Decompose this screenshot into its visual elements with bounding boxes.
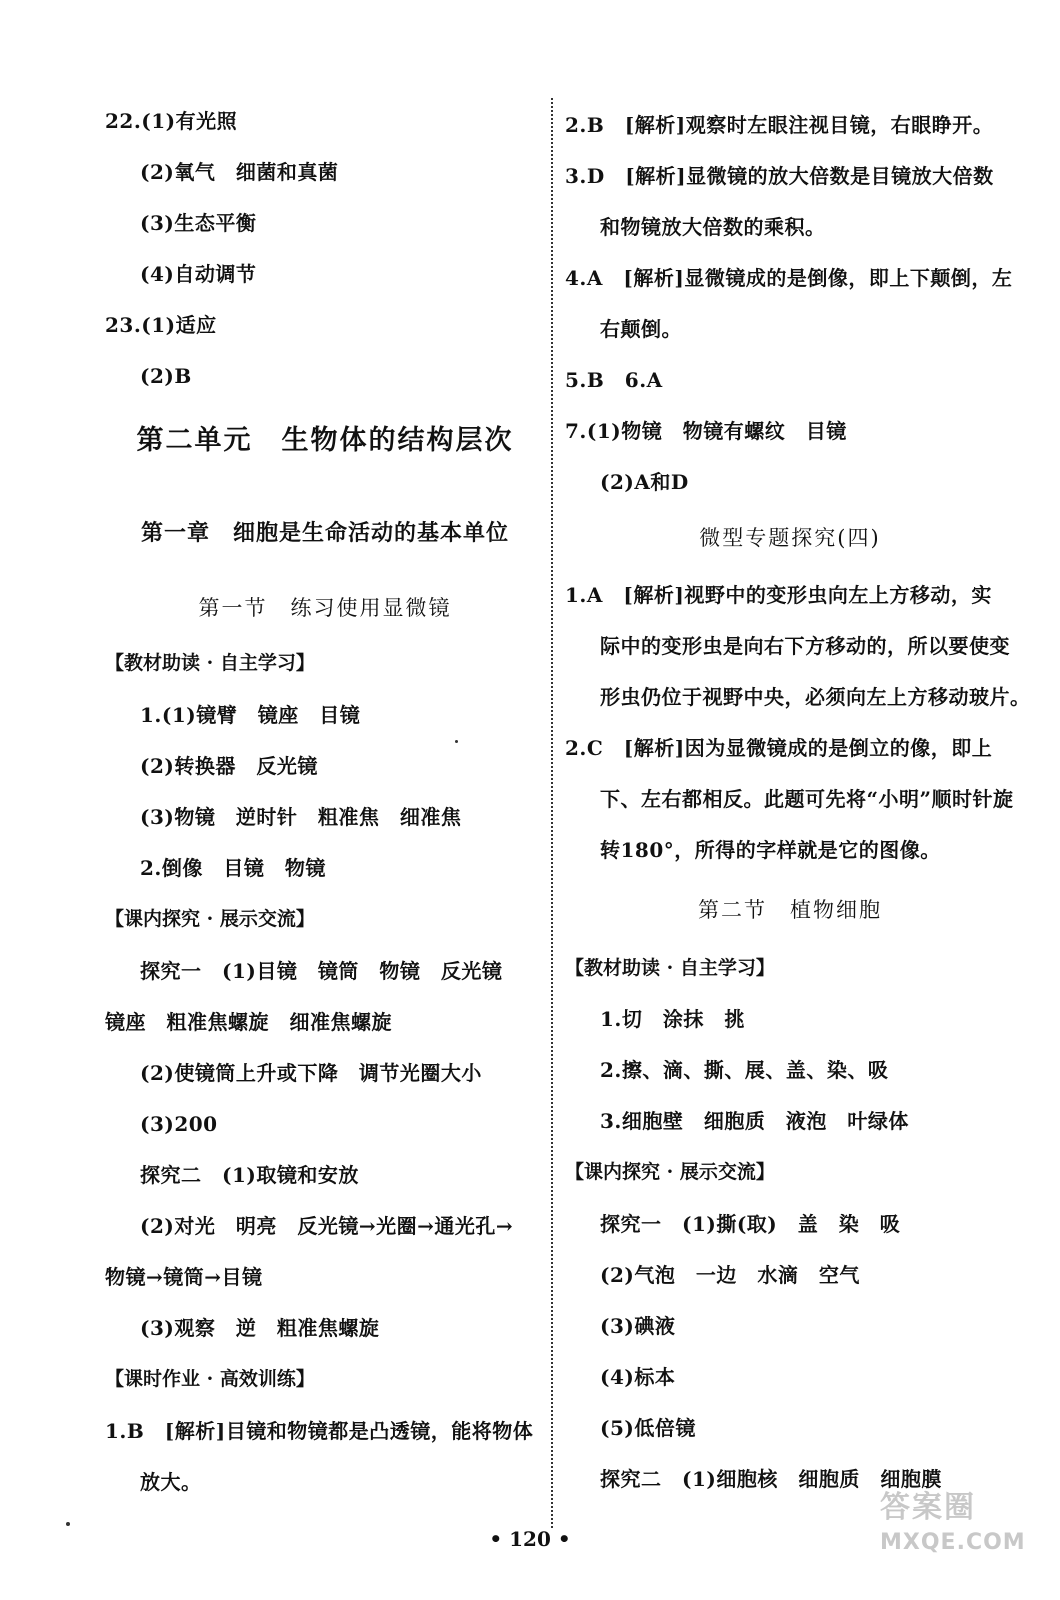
explore-b-1-3: (3)碘液 <box>600 1314 676 1338</box>
chapter-title: 第一章 细胞是生命活动的基本单位 <box>140 520 509 546</box>
watermark-bottom: MXQE.COM <box>880 1530 1026 1555</box>
explore-1-1-cont: 镜座 粗准焦螺旋 细准焦螺旋 <box>105 1010 392 1034</box>
bracket-heading-homework: 【课时作业 · 高效训练】 <box>105 1368 315 1390</box>
explore-b-1-5: (5)低倍镜 <box>600 1416 696 1440</box>
answer-2: 2.倒像 目镜 物镜 <box>140 856 326 880</box>
explore-1-2: (2)使镜筒上升或下降 调节光圈大小 <box>140 1061 482 1085</box>
homework-1: 1.B [解析]目镜和物镜都是凸透镜，能将物体 <box>105 1419 534 1443</box>
explore-2-2-cont: 物镜→镜筒→目镜 <box>105 1265 263 1289</box>
bracket-heading-study-2: 【教材助读 · 自主学习】 <box>565 957 775 979</box>
section-2-title: 第二节 植物细胞 <box>698 898 882 922</box>
micro-2-cont2: 转180°，所得的字样就是它的图像。 <box>600 838 941 862</box>
bracket-heading-explore-2: 【课内探究 · 展示交流】 <box>565 1161 775 1183</box>
section-title: 第一节 练习使用显微镜 <box>198 596 452 620</box>
homework-1-cont: 放大。 <box>140 1470 202 1494</box>
micro-1: 1.A [解析]视野中的变形虫向左上方移动，实 <box>565 583 992 607</box>
scan-speck <box>455 740 458 743</box>
answer-23-2: (2)B <box>140 364 192 388</box>
homework-7-1: 7.(1)物镜 物镜有螺纹 目镜 <box>565 419 847 443</box>
explore-2-1: 探究二 (1)取镜和安放 <box>140 1163 359 1187</box>
micro-1-cont2: 形虫仍位于视野中央，必须向左上方移动玻片。 <box>600 685 1031 709</box>
homework-2: 2.B [解析]观察时左眼注视目镜，右眼睁开。 <box>565 113 994 137</box>
bracket-heading-explore: 【课内探究 · 展示交流】 <box>105 908 315 930</box>
micro-topic-title: 微型专题探究(四) <box>699 526 881 550</box>
answer-22-3: (3)生态平衡 <box>140 211 257 235</box>
scan-speck <box>66 1522 70 1526</box>
explore-2-3: (3)观察 逆 粗准焦螺旋 <box>140 1316 380 1340</box>
explore-1-1: 探究一 (1)目镜 镜筒 物镜 反光镜 <box>140 959 503 983</box>
homework-4: 4.A [解析]显微镜成的是倒像，即上下颠倒，左 <box>565 266 1013 290</box>
answer-23-1: 23.(1)适应 <box>105 313 217 337</box>
answer-22-4: (4)自动调节 <box>140 262 257 286</box>
homework-3-cont: 和物镜放大倍数的乘积。 <box>600 215 826 239</box>
explore-b-1-2: (2)气泡 一边 水滴 空气 <box>600 1263 860 1287</box>
homework-3: 3.D [解析]显微镜的放大倍数是目镜放大倍数 <box>565 164 994 188</box>
answer-22-1: 22.(1)有光照 <box>105 109 238 133</box>
study-2-2: 2.擦、滴、撕、展、盖、染、吸 <box>600 1058 889 1082</box>
explore-b-1-4: (4)标本 <box>600 1365 676 1389</box>
homework-5-6: 5.B 6.A <box>565 368 663 392</box>
study-2-3: 3.细胞壁 细胞质 液泡 叶绿体 <box>600 1109 909 1133</box>
micro-1-cont: 际中的变形虫是向右下方移动的，所以要使变 <box>600 634 1010 658</box>
answer-1-2: (2)转换器 反光镜 <box>140 754 318 778</box>
answer-22-2: (2)氧气 细菌和真菌 <box>140 160 339 184</box>
explore-1-3: (3)200 <box>140 1112 218 1136</box>
homework-7-2: (2)A和D <box>600 470 689 494</box>
study-2-1: 1.切 涂抹 挑 <box>600 1007 745 1031</box>
watermark-top: 答案圈 <box>880 1490 976 1525</box>
explore-b-1-1: 探究一 (1)撕(取) 盖 染 吸 <box>600 1212 901 1236</box>
watermark-logo <box>880 1482 1030 1572</box>
bracket-heading-study: 【教材助读 · 自主学习】 <box>105 652 315 674</box>
answer-1-1: 1.(1)镜臂 镜座 目镜 <box>140 703 361 727</box>
answer-1-3: (3)物镜 逆时针 粗准焦 细准焦 <box>140 805 462 829</box>
micro-2-cont: 下、左右都相反。此题可先将“小明”顺时针旋 <box>600 787 1014 811</box>
page-number: • 120 • <box>489 1527 571 1551</box>
explore-b-2-1: 探究二 (1)细胞核 细胞质 细胞膜 <box>600 1467 942 1491</box>
unit-title: 第二单元 生物体的结构层次 <box>136 425 514 456</box>
column-divider <box>551 98 553 1528</box>
explore-2-2: (2)对光 明亮 反光镜→光圈→通光孔→ <box>140 1214 514 1238</box>
micro-2: 2.C [解析]因为显微镜成的是倒立的像，即上 <box>565 736 993 760</box>
homework-4-cont: 右颠倒。 <box>600 317 682 341</box>
